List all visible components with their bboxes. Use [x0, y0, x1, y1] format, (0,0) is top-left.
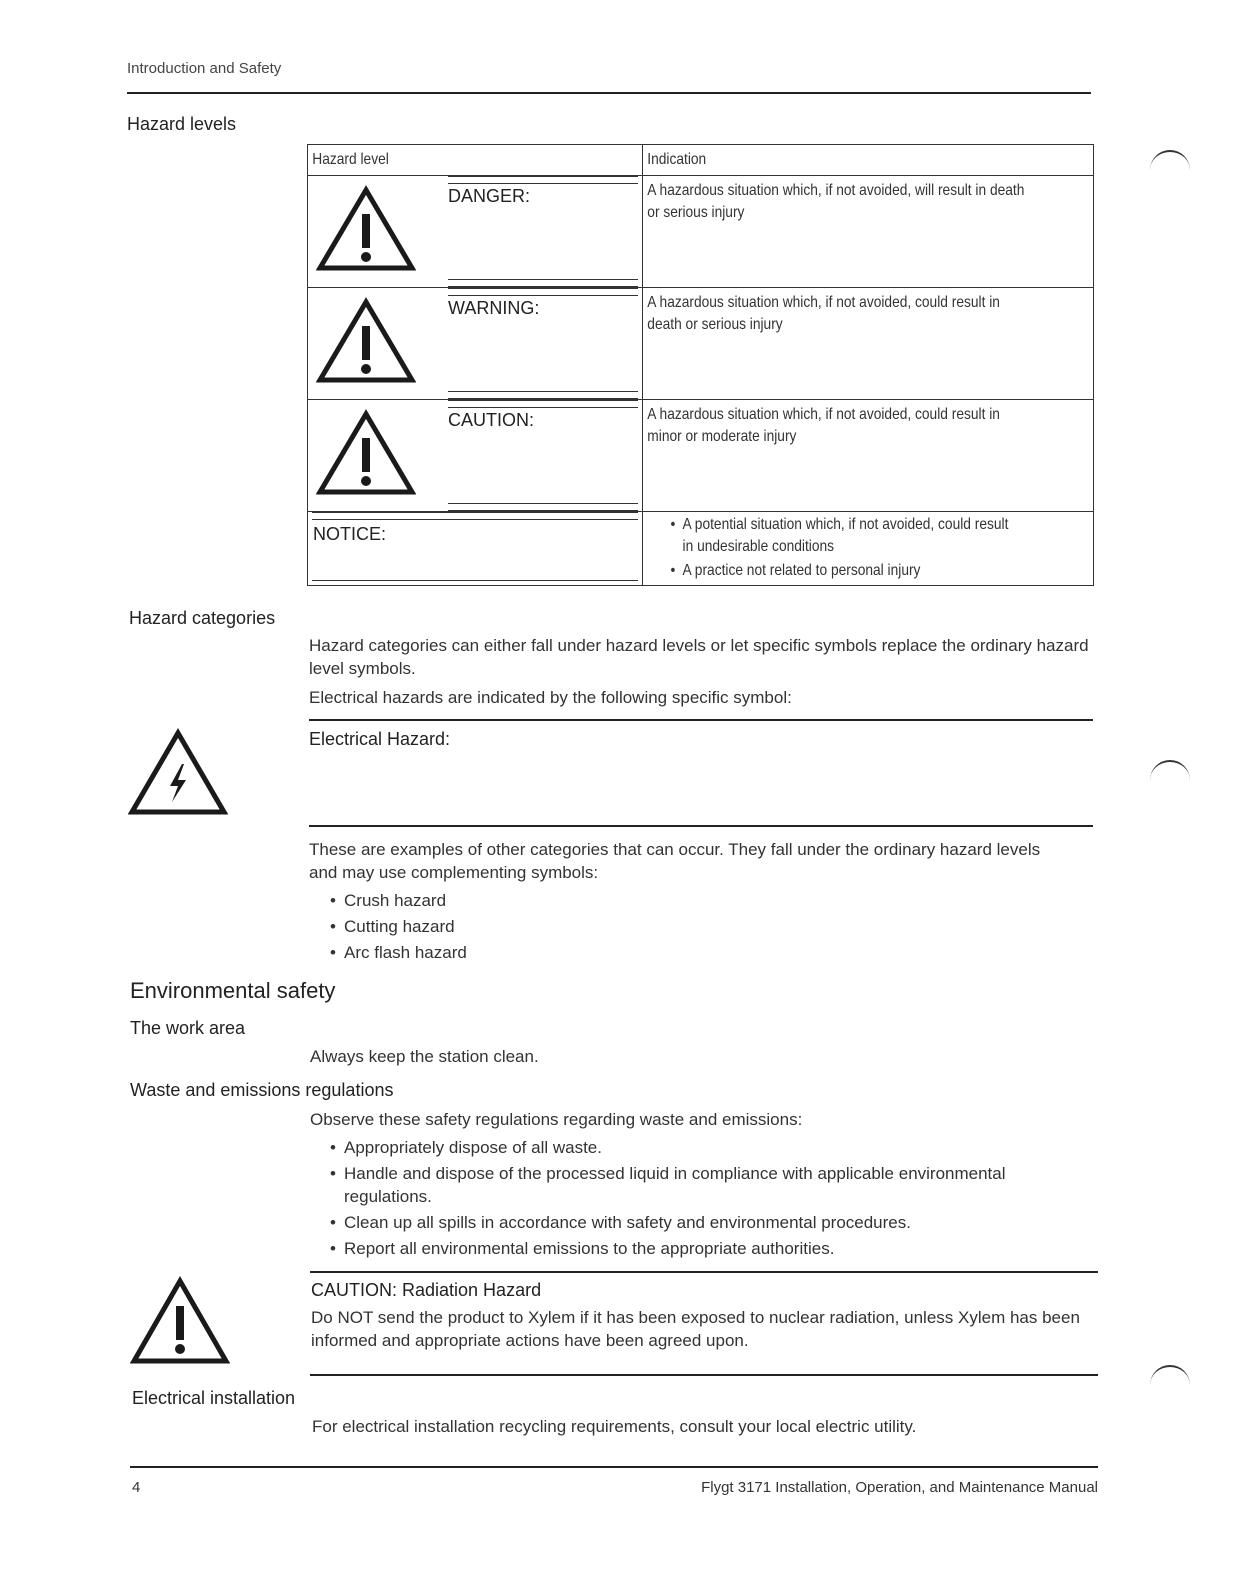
hazard-categories-intro: Hazard categories can either fall under hazard levels or let specific symbols replace the ordinary hazard level symbols.	[309, 636, 1089, 678]
list-item: • Appropriately dispose of all waste.	[328, 1136, 1008, 1159]
electrical-box-bottom-rule	[309, 825, 1093, 827]
signal-rule	[448, 391, 638, 399]
list-item: • Report all environmental emissions to the appropriate authorities.	[328, 1237, 1008, 1260]
list-item: • A potential situation which, if not avoided, could result in undesirable conditions	[669, 514, 1022, 558]
binder-ring-mark	[1150, 150, 1190, 192]
notice-level-cell	[308, 512, 643, 586]
list-item: • Cutting hazard	[328, 915, 828, 938]
warning-label: WARNING:	[448, 298, 540, 318]
footer-rule	[130, 1466, 1098, 1468]
signal-rule	[448, 503, 638, 511]
col-header-level: Hazard level	[308, 145, 643, 176]
notice-label: NOTICE:	[313, 524, 387, 544]
warning-indication: A hazardous situation which, if not avoided, could result in death or serious injury	[647, 294, 1000, 333]
notice-indication-cell	[643, 512, 1094, 586]
page-number: 4	[132, 1479, 141, 1496]
warning-indication-cell	[643, 288, 1094, 400]
signal-rule	[448, 279, 638, 287]
hazard-categories-heading: Hazard categories	[129, 608, 276, 628]
work-area-text: Always keep the station clean.	[310, 1047, 539, 1066]
danger-indication: A hazardous situation which, if not avoided, will result in death or serious injury	[647, 182, 1025, 221]
electrical-intro: Electrical hazards are indicated by the following specific symbol:	[309, 688, 792, 707]
signal-rule	[448, 400, 638, 408]
examples-intro: These are examples of other categories that can occur. They fall under the ordinary hazard levels and may use complementing symbols:	[309, 840, 1041, 882]
header-rule	[127, 92, 1091, 94]
binder-ring-mark	[1150, 760, 1190, 802]
hazard-levels-table	[307, 144, 1094, 586]
col-header-indication: Indication	[643, 145, 1094, 176]
warning-level-cell	[308, 288, 643, 400]
danger-indication-cell	[643, 176, 1094, 288]
environmental-safety-heading: Environmental safety	[130, 978, 336, 1003]
waste-list	[328, 1136, 1008, 1260]
electrical-installation-heading: Electrical installation	[132, 1388, 296, 1408]
notice-bullets	[643, 512, 1021, 582]
waste-heading: Waste and emissions regulations	[130, 1080, 394, 1100]
list-item: • Crush hazard	[328, 889, 828, 912]
list-item: • A practice not related to personal injury	[669, 560, 1022, 582]
electrical-installation-text: For electrical installation recycling requirements, consult your local electric utility.	[312, 1417, 917, 1436]
examples-list	[328, 889, 828, 964]
signal-rule	[448, 288, 638, 296]
caution-radiation-title: CAUTION: Radiation Hazard	[311, 1280, 542, 1300]
warning-triangle-icon	[316, 184, 416, 274]
caution-triangle-icon	[130, 1276, 230, 1366]
footer-manual-title: Flygt 3171 Installation, Operation, and Maintenance Manual	[701, 1479, 1098, 1496]
list-item: • Handle and dispose of the processed liquid in compliance with applicable environmental regulations.	[328, 1162, 1008, 1208]
warning-triangle-icon	[316, 408, 416, 498]
signal-rule	[312, 512, 638, 520]
list-item: • Arc flash hazard	[328, 941, 828, 964]
danger-level-cell	[308, 176, 643, 288]
caution-radiation-text: Do NOT send the product to Xylem if it has been exposed to nuclear radiation, unless Xylem has been informed and appropriate actions have been agreed upon.	[311, 1308, 1080, 1350]
caution-label: CAUTION:	[448, 410, 535, 430]
caution-box-top-rule	[310, 1271, 1098, 1273]
caution-indication-cell	[643, 400, 1094, 512]
waste-intro: Observe these safety regulations regarding waste and emissions:	[310, 1110, 803, 1129]
caution-indication: A hazardous situation which, if not avoided, could result in minor or moderate injury	[647, 406, 1000, 445]
list-item: • Clean up all spills in accordance with safety and environmental procedures.	[328, 1211, 1008, 1234]
caution-level-cell	[308, 400, 643, 512]
work-area-heading: The work area	[130, 1018, 246, 1038]
signal-rule	[448, 176, 638, 184]
caution-box-bottom-rule	[310, 1374, 1098, 1376]
hazard-levels-heading: Hazard levels	[127, 114, 237, 134]
running-header: Introduction and Safety	[127, 60, 282, 77]
electrical-hazard-label: Electrical Hazard:	[309, 729, 451, 749]
danger-label: DANGER:	[448, 186, 531, 206]
warning-triangle-icon	[316, 296, 416, 386]
binder-ring-mark	[1150, 1365, 1190, 1407]
electrical-hazard-icon	[128, 728, 228, 816]
signal-rule	[312, 580, 638, 581]
electrical-box-top-rule	[309, 719, 1093, 721]
